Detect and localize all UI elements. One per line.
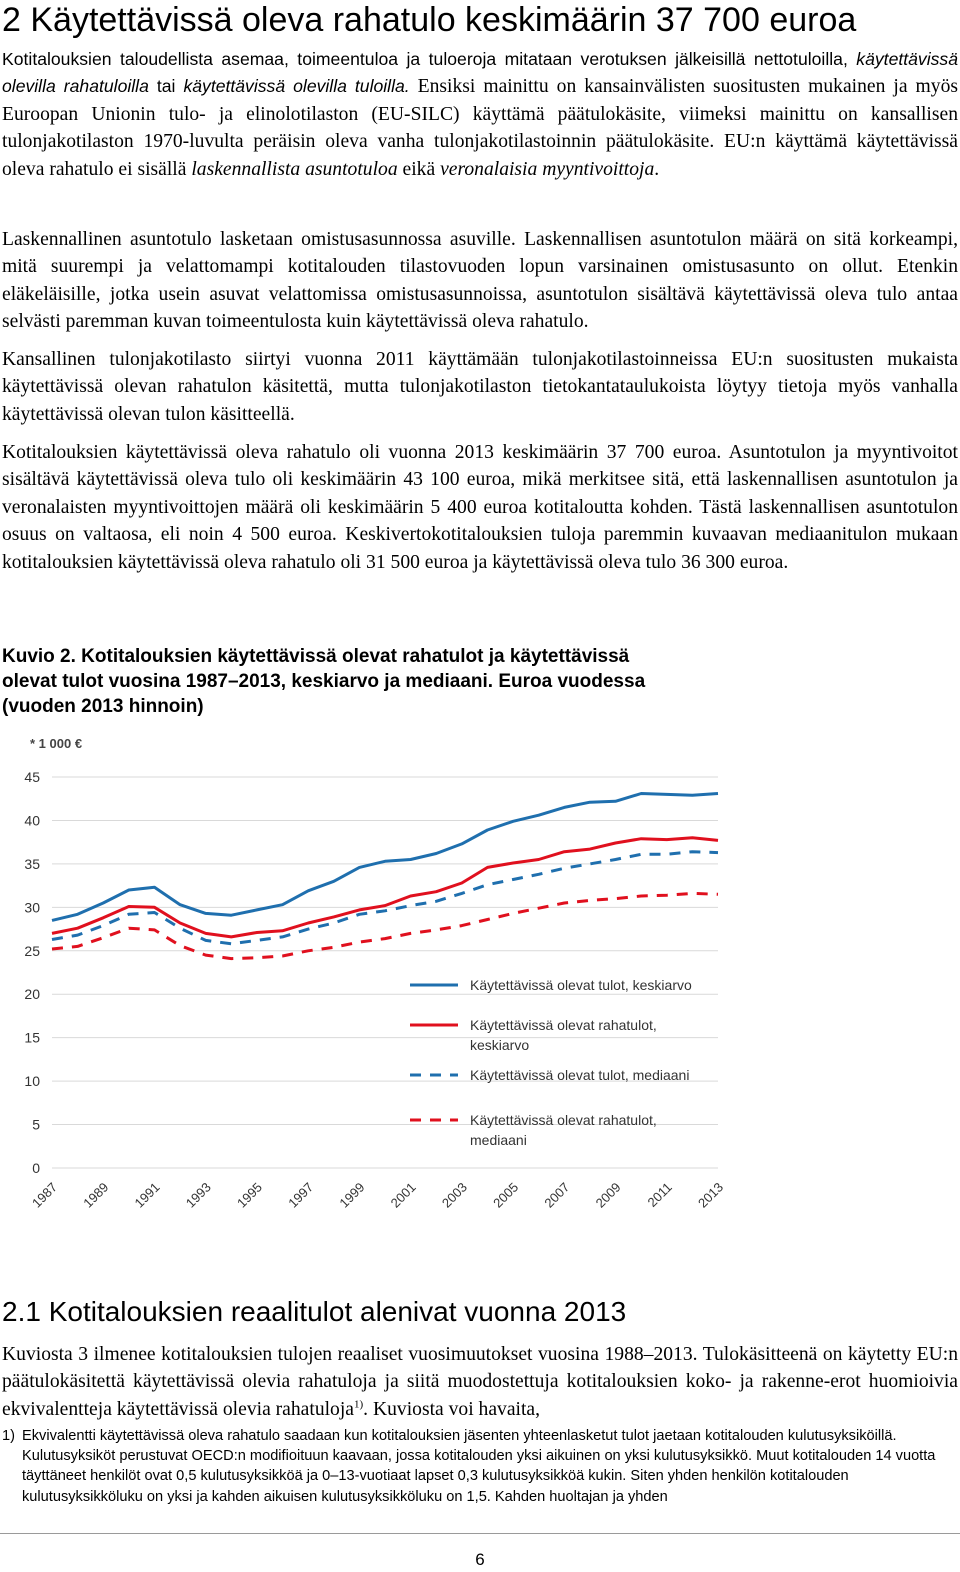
chart-legend [410,977,692,1148]
footnote-reference[interactable]: 1) [354,1398,364,1411]
page-number: 6 [475,1550,485,1569]
paragraph-2013-income: Kotitalouksien käytettävissä oleva rahatulo oli vuonna 2013 keskimäärin 37 700 euroa. Asuntotulon ja myyntivoitot sisältävä käytettävissä oleva tulo oli keskimäärin 43 100 euroa, mikä merkitsee sitä, että laskennallisen asuntotulon ja veronalaisten myyntivoittojen määrä oli keskimäärin 5 400 euroa kotitaloutta kohden. Tästä laskennallisen asuntotulon osuus on valtaosa, eli noin 4 500 euroa. Keskivertokotitalouksien tuloja paremmin kuvaavan mediaanitulon mukaan kotitalouksien käytettävissä oleva rahatulo oli 31 500 euroa ja käytettävissä oleva tulo 36 300 euroa. [2,442,958,573]
x-tick-label: 1995 [233,1179,266,1211]
x-tick-label: 1987 [29,1179,61,1211]
paragraph-income-concepts [2,46,958,183]
series-line-4 [52,893,718,958]
x-tick-label: 2011 [644,1179,675,1210]
footer-rule [0,1533,960,1534]
x-tick-label: 1997 [285,1179,317,1211]
paragraph-run: tai [148,76,184,97]
footnote-text: Ekvivalentti käytettävissä oleva rahatulo saadaan kun kotitalouksien jäsenten yhteenlasketut tulot jaetaan kotitalouden kulutusyksiköillä. Kulutusyksiköt perustuvat OECD:n modifioituun kaavaan, jossa kotitalouden yksi aikuinen on yksi kulutusyksikkö. Muut kotitalouden 14 vuotta täyttäneet henkilöt ovat 0,5 kulutusyksikköä ja 0–13-vuotiaat lapset 0,3 kulutusyksikköä kukin. Siten yhden henkilön kotitalouden kulutusyksikköluku on yksi ja kahden aikuisen kulutusyksikköluku on 1,5. Kahden huoltajan ja yhden [22,1428,936,1505]
y-tick-label: 35 [24,855,40,872]
x-tick-label: 2009 [592,1179,624,1211]
chart-gridlines [52,777,718,1168]
y-tick-label: 10 [24,1073,40,1090]
income-line-chart [0,725,960,1255]
legend-label: Käytettävissä olevat tulot, keskiarvo [470,977,692,993]
term-capital-gains: veronalaisia myyntivoittoja [440,158,655,180]
paragraph-run: eikä [397,158,441,180]
y-tick-label: 40 [24,812,40,829]
x-tick-label: 1999 [336,1179,368,1211]
term-imputed-rent: laskennallista asuntotuloa [191,158,398,180]
chart-x-tick-labels [29,1180,726,1211]
chart-series-lines [52,794,718,959]
legend-label: Käytettävissä olevat tulot, mediaani [470,1067,690,1083]
y-tick-label: 25 [24,942,40,959]
y-tick-label: 30 [24,899,40,916]
series-line-1 [52,794,718,921]
figure-caption [2,644,682,719]
paragraph-run: . [654,158,660,180]
paragraph-real-income [2,1341,958,1423]
x-tick-label: 2013 [695,1179,727,1211]
paragraph-run: EU:n käyttämä käytettävissä oleva rahatulo ei sisällä [2,131,959,180]
x-tick-label: 1993 [182,1179,214,1211]
x-tick-label: 2001 [387,1179,419,1211]
figure-caption-label: Kuvio 2. [2,646,76,667]
term-disposable-income: käytettävissä olevilla tuloilla. [183,76,410,97]
paragraph-national-statistics: Kansallinen tulonjakotilasto siirtyi vuonna 2011 käyttämään tulonjakotilastoinneissa EU:n suositusten mukaista käytettävissä olevan rahatulon käsitettä, mutta tulonjakotilaston tietokantataulukoista löytyy tietoja myös vanhalla käytettävissä olevan tulon käsitteellä. [2,349,958,425]
chart-y-tick-labels [24,769,40,1176]
y-tick-label: 20 [24,986,40,1003]
legend-label: Käytettävissä olevat rahatulot, [470,1112,657,1128]
paragraph-run: Kotitalouksien taloudellista asemaa, toimeentuloa ja tuloeroja mitataan verotuksen jälkeisillä nettotuloilla, [2,49,857,69]
figure-caption-text: Kotitalouksien käytettävissä olevat rahatulot ja käytettävissä olevat tulot vuosina 1987–2013, keskiarvo ja mediaani. Euroa vuodessa (vuoden 2013 hinnoin) [2,646,646,717]
subsection-title: 2.1 Kotitalouksien reaalitulot alenivat vuonna 2013 [2,1296,627,1327]
legend-label: mediaani [470,1132,527,1148]
y-tick-label: 45 [24,769,40,785]
section-title: 2 Käytettävissä oleva rahatulo keskimäärin 37 700 euroa [2,1,857,39]
paragraph-imputed-rent: Laskennallinen asuntotulo lasketaan omistusasunnossa asuville. Laskennallisen asuntotulon määrä on sitä korkeampi, mitä suurempi ja velattomampi kotitalouden tilastovuoden lopun varsinainen omistusasunto on ollut. Etenkin eläkeläisille, jotka usein asuvat velattomissa omistusasunnoissa, asuntotulon sisältävä käytettävissä oleva tulo antaa selvästi paremman kuvan toimeentulosta kuin käytettävissä oleva rahatulo. [2,229,958,333]
y-tick-label: 15 [24,1029,40,1046]
x-tick-label: 1991 [131,1179,163,1211]
x-tick-label: 2007 [541,1179,573,1211]
legend-label: keskiarvo [470,1037,530,1053]
paragraph-run: . Kuviosta voi havaita, [363,1398,541,1420]
footnote [2,1426,958,1507]
term-disposable-money-income: käytettävissä olevilla rahatuloilla [2,49,958,97]
footnote-number: 1) [2,1428,15,1444]
paragraph-run: Ensiksi mainittu on kansainvälisten suositusten mukainen ja myös Euroopan Unionin tulo- ja elinolotilaston (EU-SILC) käyttämä päätulokäsite, viimeksi mainittu on kansallisen tulonjakotilaston 1970-luvulta peräisin oleva vanha tulonjakotilastoinnin päätulokäsite. [2,76,959,153]
x-tick-label: 1989 [80,1179,112,1211]
chart-unit-label: * 1 000 € [30,736,83,751]
legend-label: Käytettävissä olevat rahatulot, [470,1017,657,1033]
x-tick-label: 2005 [490,1179,522,1211]
x-tick-label: 2003 [438,1179,470,1211]
paragraph-run: Kuviosta 3 ilmenee kotitalouksien tulojen reaaliset vuosimuutokset vuosina 1988–2013. Tulokäsitteenä on käytetty EU:n päätulokäsitettä käytettävissä olevia rahatuloja ja siitä muodostettuja kotitalouksien koko- ja rakenne-erot huomioivia ekvivalentteja käytettävissä olevia rahatuloja [2,1344,958,1420]
y-tick-label: 5 [32,1116,40,1133]
y-tick-label: 0 [32,1160,40,1176]
